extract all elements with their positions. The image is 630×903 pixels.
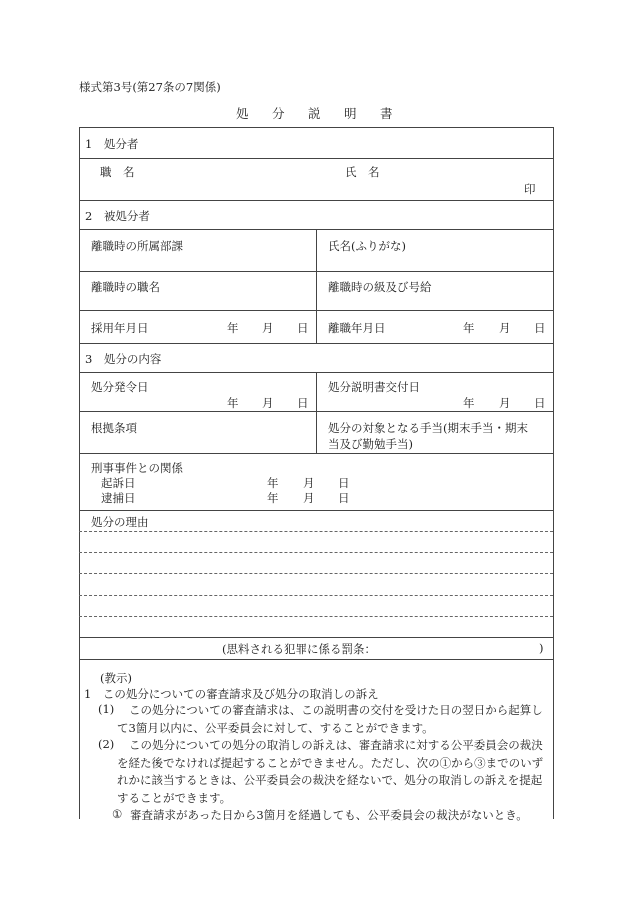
leave-date-label: 離職年月日 [328,321,386,335]
notice-item1: 1 この処分についての審査請求及び処分の取消しの訴え [84,687,379,701]
delivery-day: 日 [534,396,546,410]
shokumei-label: 職 名 [100,165,135,179]
allowance-label-line2: 当及び勤勉手当) [328,437,413,451]
row-divider [79,343,553,344]
title-char: 明 [344,106,357,121]
table-border-right [553,127,554,819]
hire-year: 年 [227,321,239,335]
notice-c1-number: ① [112,807,123,821]
indictment-day: 日 [338,476,350,490]
title-char: 分 [272,106,285,121]
reason-line [79,552,553,553]
notice-paragraph-2: この処分についての処分の取消しの訴えは、審査請求に対する公平委員会の裁決を経た後でなければ提起することができません。ただし、次の①から③までのいずれかに該当するときは、公平委員会の裁決を経ないで、処分の取消しの訴えを提起することができます。 [117,738,544,805]
dept-label: 離職時の所属部課 [91,239,183,253]
indictment-label: 起訴日 [101,476,136,490]
shimei-label: 氏 名 [345,165,380,179]
column-divider [316,229,317,343]
allowance-label-line1: 処分の対象となる手当(期末手当・期末 [328,421,528,435]
leave-day: 日 [534,321,546,335]
indictment-month: 月 [303,476,315,490]
reason-line [79,573,553,574]
title-char: 説 [308,106,321,121]
issue-month: 月 [262,396,274,410]
arrest-label: 逮捕日 [101,491,136,505]
issue-date-label: 処分発令日 [91,380,149,394]
position-label: 離職時の職名 [91,280,160,294]
seal-mark: 印 [524,182,536,196]
section2-heading: 2 被処分者 [85,209,150,223]
penalty-close: ) [539,641,544,655]
notice-condition-1: 審査請求があった日から3箇月を経過しても、公平委員会の裁決がないとき。 [130,808,528,822]
basis-label: 根拠条項 [91,421,137,435]
row-divider [79,637,553,638]
penalty-label: (思料される犯罪に係る罰条： [222,642,376,656]
notice-p1-number: (1) [98,702,115,716]
row-divider [79,200,553,201]
indictment-year: 年 [267,476,279,490]
issue-year: 年 [227,396,239,410]
name-label: 氏名(ふりがな) [328,239,406,253]
grade-label: 離職時の級及び号給 [328,280,432,294]
row-divider [79,510,553,511]
leave-month: 月 [499,321,511,335]
hire-month: 月 [262,321,274,335]
delivery-month: 月 [499,396,511,410]
delivery-date-label: 処分説明書交付日 [328,380,420,394]
criminal-relation-label: 刑事事件との関係 [91,461,183,475]
arrest-year: 年 [267,491,279,505]
section3-heading: 3 処分の内容 [85,352,162,366]
table-border-left [79,127,80,819]
title-char: 処 [236,106,249,121]
reason-line [79,616,553,617]
reason-label: 処分の理由 [91,515,149,529]
document-title [236,104,393,122]
arrest-month: 月 [303,491,315,505]
table-border-top [79,127,553,128]
notice-paragraph-1: この処分についての審査請求は、この説明書の交付を受けた日の翌日から起算して3箇月以内に、公平委員会に対して、することができます。 [117,703,543,735]
hire-date-label: 採用年月日 [91,321,149,335]
section1-heading: 1 処分者 [85,137,139,151]
column-divider [316,372,317,453]
row-divider [79,453,553,454]
leave-year: 年 [463,321,475,335]
notice-heading: (教示) [100,671,132,685]
issue-day: 日 [297,396,309,410]
form-label: 様式第3号(第27条の7関係) [79,80,221,94]
reason-line [79,595,553,596]
hire-day: 日 [297,321,309,335]
arrest-day: 日 [338,491,350,505]
notice-p2-number: (2) [98,737,115,751]
title-char: 書 [380,106,393,121]
row-divider [79,158,553,159]
delivery-year: 年 [463,396,475,410]
row-divider [79,659,553,660]
reason-line [79,531,553,532]
